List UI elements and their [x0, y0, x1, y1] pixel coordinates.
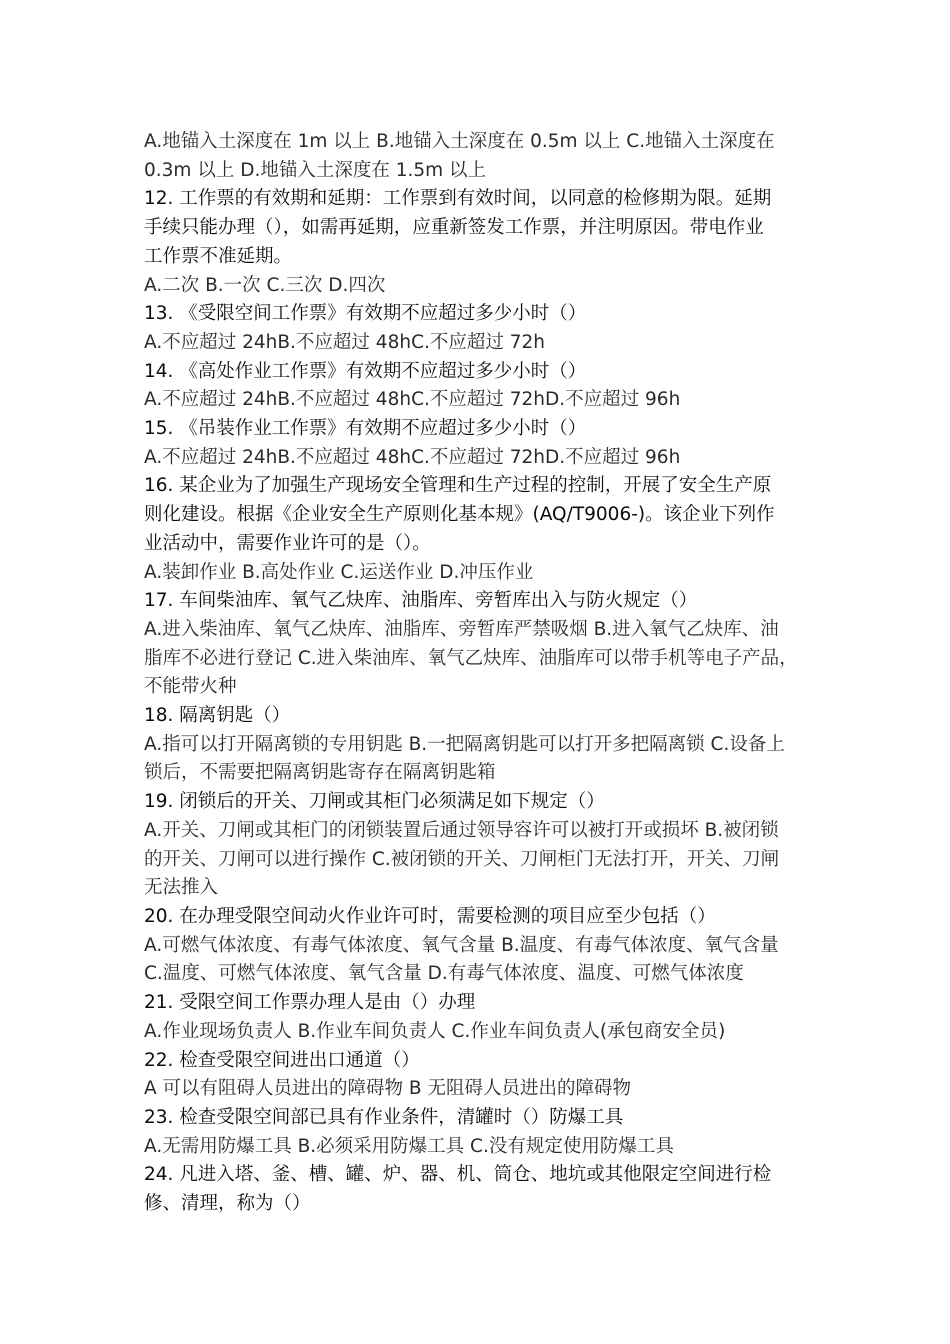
- answer-options-line: 不能带火种: [144, 676, 237, 698]
- answer-options-line: A.作业现场负责人 B.作业车间负责人 C.作业车间负责人(承包商安全员): [144, 1020, 726, 1042]
- answer-options-line: A.二次 B.一次 C.三次 D.四次: [144, 274, 386, 296]
- answer-options-line: A.不应超过 24hB.不应超过 48hC.不应超过 72hD.不应超过 96h: [144, 389, 681, 411]
- question-line: 20. 在办理受限空间动火作业许可时，需要检测的项目应至少包括（）: [144, 905, 716, 927]
- answer-options-line: A 可以有阻碍人员进出的障碍物 B 无阻碍人员进出的障碍物: [144, 1078, 631, 1100]
- answer-options-line: 无法推入: [144, 877, 219, 899]
- document-page: [144, 128, 814, 1219]
- answer-options-line: 的开关、刀闸可以进行操作 C.被闭锁的开关、刀闸柜门无法打开，开关、刀闸: [144, 848, 780, 870]
- question-line: 19. 闭锁后的开关、刀闸或其柜门必须满足如下规定（）: [144, 791, 605, 813]
- question-line: 业活动中，需要作业许可的是（）。: [144, 532, 431, 554]
- answer-options-line: A.不应超过 24hB.不应超过 48hC.不应超过 72hD.不应超过 96h: [144, 446, 681, 468]
- answer-options-line: A.开关、刀闸或其柜门的闭锁装置后通过领导容许可以被打开或损坏 B.被闭锁: [144, 819, 779, 841]
- answer-options-line: A.指可以打开隔离锁的专用钥匙 B.一把隔离钥匙可以打开多把隔离锁 C.设备上: [144, 733, 785, 755]
- answer-options-line: A.无需用防爆工具 B.必须采用防爆工具 C.没有规定使用防爆工具: [144, 1135, 674, 1157]
- answer-options-line: 0.3m 以上 D.地锚入土深度在 1.5m 以上: [144, 159, 487, 181]
- question-line: 23. 检查受限空间部已具有作业条件，清罐时（）防爆工具: [144, 1106, 624, 1128]
- question-line: 18. 隔离钥匙（）: [144, 705, 291, 727]
- question-line: 工作票不准延期。: [144, 245, 293, 267]
- question-line: 24. 凡进入塔、釜、槽、罐、炉、器、机、筒仓、地坑或其他限定空间进行检: [144, 1164, 772, 1186]
- answer-options-line: A.不应超过 24hB.不应超过 48hC.不应超过 72h: [144, 331, 546, 353]
- answer-options-line: A.可燃气体浓度、有毒气体浓度、氧气含量 B.温度、有毒气体浓度、氧气含量: [144, 934, 779, 956]
- question-line: 15. 《吊装作业工作票》有效期不应超过多少小时（）: [144, 418, 587, 440]
- question-line: 手续只能办理（），如需再延期，应重新签发工作票，并注明原因。带电作业: [144, 217, 764, 239]
- question-line: 16. 某企业为了加强生产现场安全管理和生产过程的控制，开展了安全生产原: [144, 475, 772, 497]
- answer-options-line: 脂库不必进行登记 C.进入柴油库、氧气乙炔库、油脂库可以带手机等电子产品，: [144, 647, 798, 669]
- question-line: 22. 检查受限空间进出口通道（）: [144, 1049, 420, 1071]
- question-line: 12. 工作票的有效期和延期：工作票到有效时间，以同意的检修期为限。延期: [144, 188, 772, 210]
- answer-options-line: A.地锚入土深度在 1m 以上 B.地锚入土深度在 0.5m 以上 C.地锚入土深度在: [144, 131, 775, 152]
- answer-options-line: A.装卸作业 B.高处作业 C.运送作业 D.冲压作业: [144, 561, 534, 583]
- answer-options-line: 锁后，不需要把隔离钥匙寄存在隔离钥匙箱: [144, 762, 496, 784]
- question-line: 修、清理，称为（）: [144, 1193, 311, 1215]
- question-line: 17. 车间柴油库、氧气乙炔库、油脂库、旁暂库出入与防火规定（）: [144, 590, 698, 612]
- question-line: 13. 《受限空间工作票》有效期不应超过多少小时（）: [144, 303, 587, 325]
- question-line: 则化建设。根据《企业安全生产原则化基本规》(AQ/T9006-)。该企业下列作: [144, 504, 775, 526]
- answer-options-line: C.温度、可燃气体浓度、氧气含量 D.有毒气体浓度、温度、可燃气体浓度: [144, 963, 744, 985]
- answer-options-line: A.进入柴油库、氧气乙炔库、油脂库、旁暂库严禁吸烟 B.进入氧气乙炔库、油: [144, 618, 779, 640]
- question-line: 21. 受限空间工作票办理人是由（）办理: [144, 992, 476, 1014]
- question-line: 14. 《高处作业工作票》有效期不应超过多少小时（）: [144, 360, 587, 382]
